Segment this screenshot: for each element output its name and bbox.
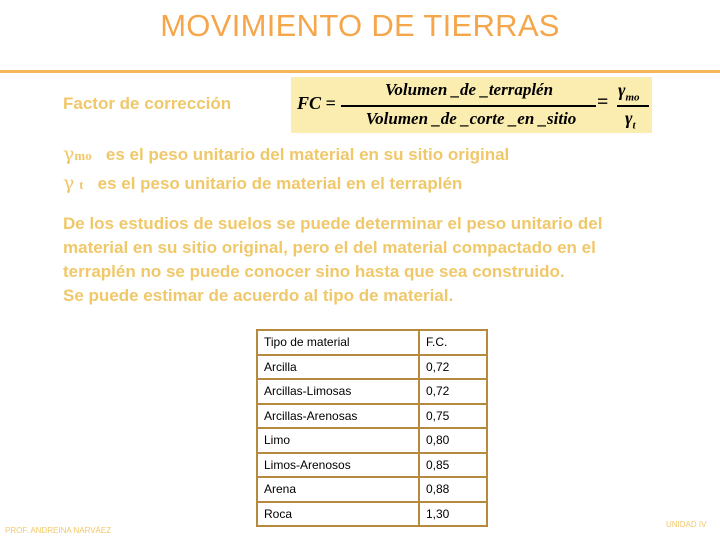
formula-box — [291, 77, 652, 133]
definition-text: es el peso unitario del material en su sitio original — [105, 145, 510, 164]
header-material: Tipo de material — [257, 330, 419, 355]
paragraph-line: De los estudios de suelos se puede determinar el peso unitario del — [63, 214, 603, 233]
fraction-bar — [341, 105, 596, 107]
material-cell: Arcilla — [257, 355, 419, 380]
material-cell: Limos-Arenosos — [257, 453, 419, 478]
gamma-symbol: γ — [618, 80, 626, 100]
definition-text: es el peso unitario de material en el terraplén — [97, 174, 463, 193]
table-row — [257, 502, 487, 527]
table-row — [257, 379, 487, 404]
title-divider — [0, 70, 720, 73]
table-row — [257, 404, 487, 429]
gamma-subscript: t — [632, 119, 636, 132]
material-cell: Arena — [257, 477, 419, 502]
gamma-mo-numerator — [618, 80, 640, 104]
gamma-subscript: t — [79, 177, 84, 192]
formula-equals: = — [597, 91, 609, 113]
unit-footer: UNIDAD IV — [666, 520, 707, 529]
gamma-subscript: mo — [625, 91, 640, 104]
fc-cell: 0,80 — [419, 428, 487, 453]
table-row — [257, 477, 487, 502]
material-cell: Arcillas-Limosas — [257, 379, 419, 404]
paragraph-line: material en su sitio original, pero el del material compactado en el — [63, 238, 596, 257]
fc-cell: 0,72 — [419, 379, 487, 404]
explanation-paragraph — [63, 212, 713, 308]
gamma-symbol: γ — [63, 143, 75, 165]
fc-cell: 0,75 — [419, 404, 487, 429]
formula-denominator: Volumen _de _corte _en _sitio — [365, 109, 577, 128]
material-cell: Arcillas-Arenosas — [257, 404, 419, 429]
definition-gamma-mo — [63, 143, 509, 165]
formula-lhs: FC = — [297, 93, 336, 113]
gamma-symbol: γ — [63, 172, 75, 194]
fc-cell: 0,88 — [419, 477, 487, 502]
table-header-row — [257, 330, 487, 355]
table-row — [257, 453, 487, 478]
gamma-subscript: mo — [74, 148, 92, 163]
formula-numerator: Volumen _de _terraplén — [384, 80, 554, 99]
gamma-t-denominator — [625, 108, 636, 132]
paragraph-line: terraplén no se puede conocer sino hasta que sea construido. — [63, 262, 565, 281]
fc-cell: 0,72 — [419, 355, 487, 380]
definition-gamma-t — [63, 172, 462, 194]
table-row — [257, 428, 487, 453]
gamma-fraction-bar — [617, 105, 649, 107]
material-table — [256, 329, 488, 527]
gamma-symbol: γ — [625, 108, 633, 128]
table-row — [257, 355, 487, 380]
fc-cell: 1,30 — [419, 502, 487, 527]
page-title: MOVIMIENTO DE TIERRAS — [160, 8, 560, 43]
material-cell: Roca — [257, 502, 419, 527]
fc-cell: 0,85 — [419, 453, 487, 478]
paragraph-line: Se puede estimar de acuerdo al tipo de material. — [63, 286, 454, 305]
factor-label: Factor de corrección — [63, 94, 232, 113]
author-footer: PROF. ANDREINA NARVÁEZ — [5, 526, 112, 535]
material-cell: Limo — [257, 428, 419, 453]
header-fc: F.C. — [419, 330, 487, 355]
